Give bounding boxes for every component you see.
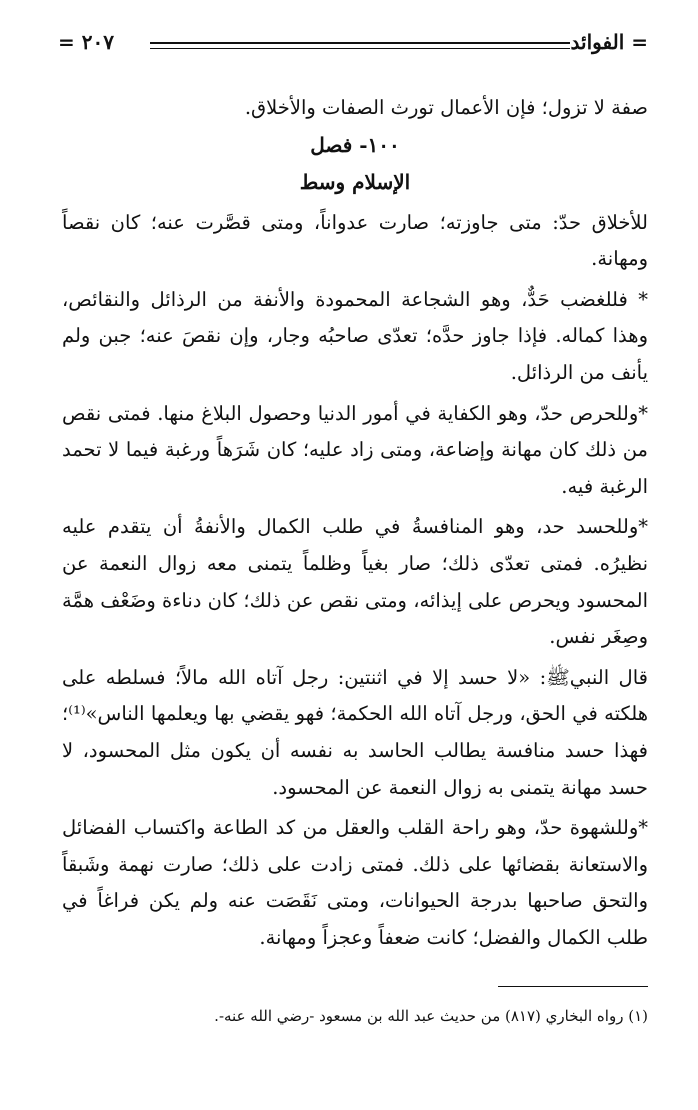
paragraph-anger: * فللغضب حَدٌّ، وهو الشجاعة المحمودة والأنفة من الرذائل والنقائص، وهذا كماله. فإذا جاوز حدَّه؛ تعدّى صاحبُه وجار، وإن نقصَ عنه؛ جبن ولم يأنف من الرذائل. [62,287,648,384]
page-header [58,30,648,62]
paragraph-greed: *وللحرص حدّ، وهو الكفاية في أمور الدنيا وحصول البلاغ منها. فمتى نقص من ذلك كان مهانة وإضاعة، ومتى زاد عليه؛ كان شَرَهاً ورغبة فيما لا تحمد الرغبة فيه. [62,401,648,498]
section-subtitle: الإسلام وسط [299,169,411,194]
paragraph-limits-of-character: للأخلاق حدّ: متى جاوزته؛ صارت عدواناً، ومتى قصَّرت عنه؛ كان نقصاً ومهانة. [62,210,648,271]
paragraph-envy: *وللحسد حد، وهو المنافسةُ في طلب الكمال والأنفةُ أن يتقدم عليه نظيرُه. فمتى تعدّى ذلك؛ صار بغياً وظلماً يتمنى معه زوال النعمة عن المحسود ويحرص على إيذائه، ومتى نقص عن ذلك؛ كان دناءة وضَعْف همَّة وصِغَر نفس. [62,515,648,649]
running-head-title: = الفوائد [570,30,648,54]
paragraph-hadith: قال النبيﷺ: «لا حسد إلا في اثنتين: رجل آتاه الله مالاً؛ فسلطه على هلكته في الحق، ورجل آتاه الله الحكمة؛ فهو يقضي بها ويعلمها الناس»⁽¹⁾؛ فهذا حسد منافسة يطالب الحاسد به نفسه أن يكون مثل المحسود، لا حسد مهانة يتمنى به زوال النعمة عن المحسود. [62,665,648,799]
footnote: (١) رواه البخاري (٨١٧) من حديث عبد الله بن مسعود -رضي الله عنه-. [214,1007,648,1025]
footnote-separator [498,986,648,987]
page-number: ٢٠٧ = [58,30,114,54]
page-body [62,90,648,956]
section-heading: ١٠٠- فصل [310,132,400,157]
header-rule-thin [150,48,570,49]
opening-line: صفة لا تزول؛ فإن الأعمال تورث الصفات والأخلاق. [244,96,648,119]
paragraph-desire: *وللشهوة حدّ، وهو راحة القلب والعقل من كد الطاعة واكتساب الفضائل والاستعانة بقضائها على ذلك. فمتى زادت على ذلك؛ صارت نهمة وشَبقاً والتحق صاحبها بدرجة الحيوانات، ومتى نَقَصَت عنه ولم يكن فراغاً في طلب الكمال والفضل؛ كانت ضعفاً وعجزاً ومهانة. [62,816,648,949]
header-rule [150,42,570,44]
